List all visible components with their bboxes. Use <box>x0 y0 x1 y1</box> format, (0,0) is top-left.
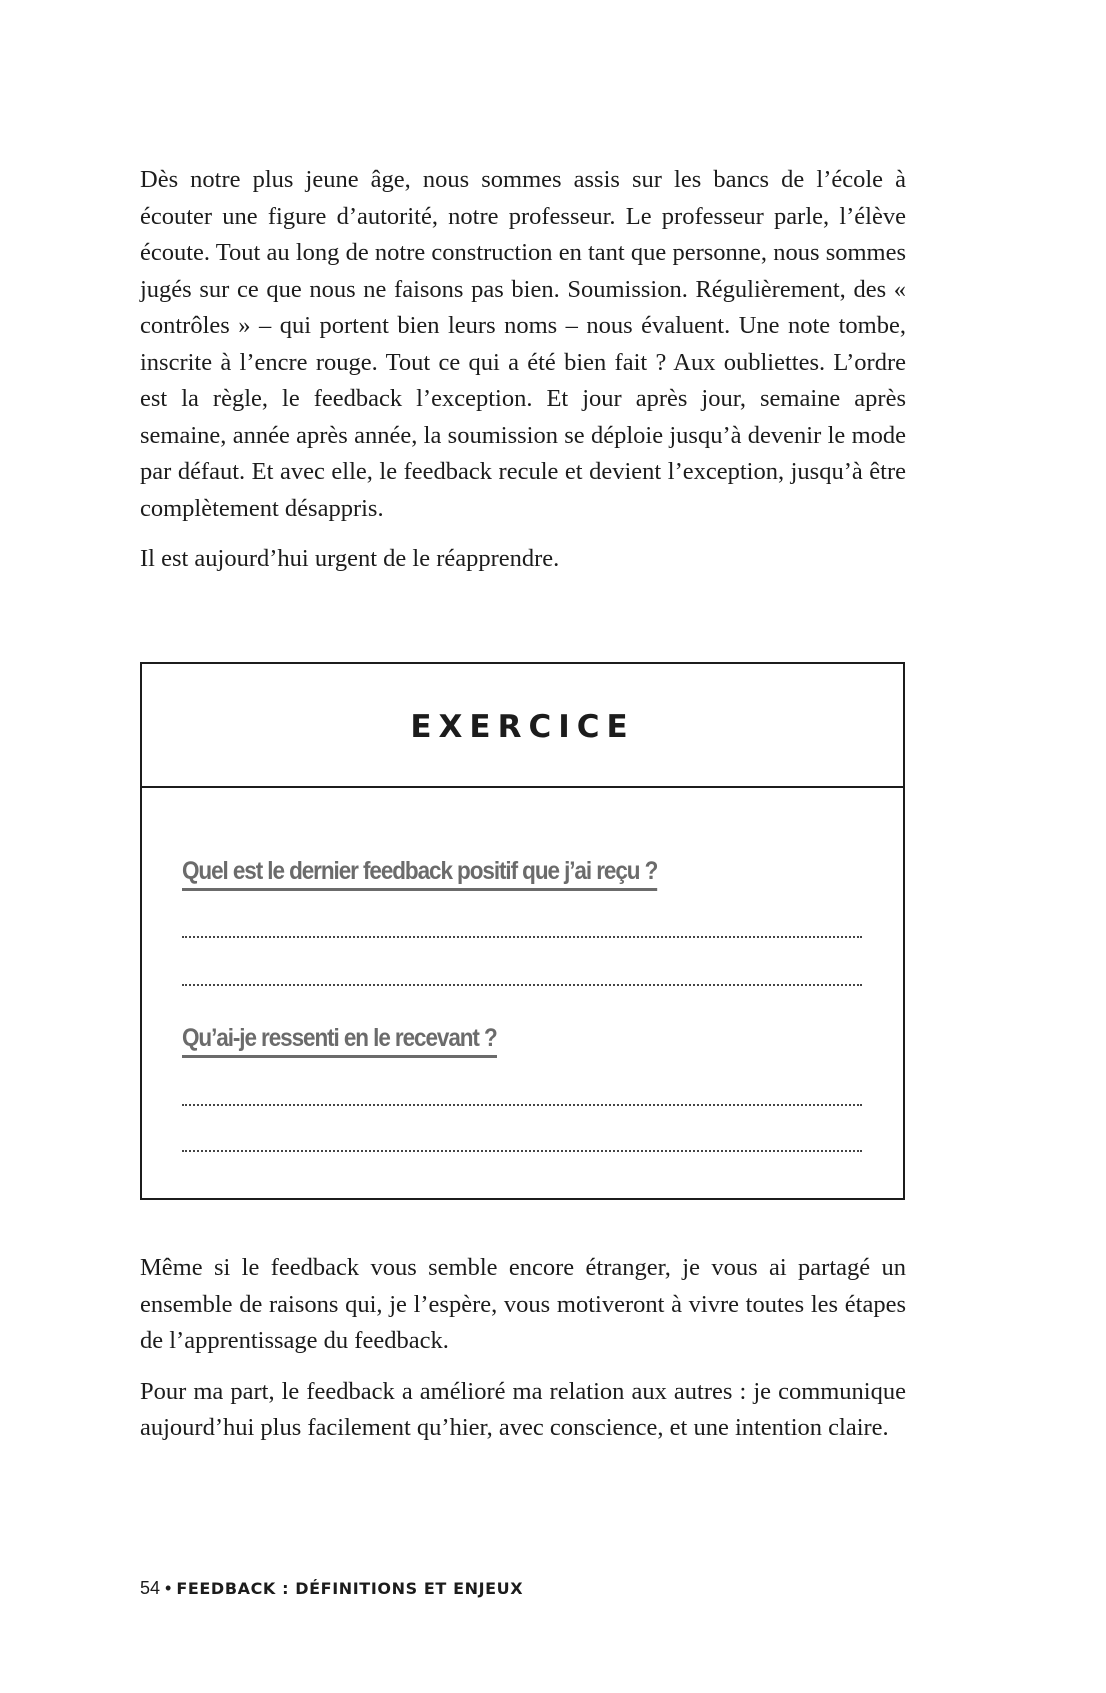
answer-line-2[interactable] <box>182 984 862 986</box>
page-footer <box>140 1578 523 1599</box>
outro-paragraph-1: Même si le feedback vous semble encore étranger, je vous ai partagé un ensemble de raisons qui, je l’espère, vous motiveront à vivre toutes les étapes de l’apprentissage du feedback. <box>140 1254 906 1354</box>
exercise-question-2: Qu’ai-je ressenti en le recevant ? <box>182 1024 497 1058</box>
outro-text <box>140 1250 906 1461</box>
answer-line-4[interactable] <box>182 1150 862 1152</box>
intro-paragraph-1: Dès notre plus jeune âge, nous sommes assis sur les bancs de l’école à écouter une figure d’autorité, notre professeur. Le professeur parle, l’élève écoute. Tout au long de notre construction en tant que personne, nous sommes jugés sur ce que nous ne faisons pas bien. Soumission. Régulièrement, des « contrôles » – qui portent bien leurs noms – nous évaluent. Une note tombe, inscrite à l’encre rouge. Tout ce qui a été bien fait ? Aux oubliettes. L’ordre est la règle, le feedback l’exception. Et jour après jour, semaine après semaine, année après année, la soumission se déploie jusqu’à devenir le mode par défaut. Et avec elle, le feedback recule et devient l’exception, jusqu’à être complètement désappris. <box>140 166 906 522</box>
exercise-question-1: Quel est le dernier feedback positif que j’ai reçu ? <box>182 857 657 891</box>
outro-paragraph-2: Pour ma part, le feedback a amélioré ma relation aux autres : je communique aujourd’hui plus facilement qu’hier, avec conscience, et une intention claire. <box>140 1377 906 1441</box>
intro-paragraph-2: Il est aujourd’hui urgent de le réapprendre. <box>140 545 560 572</box>
exercise-box <box>140 662 905 1200</box>
answer-line-1[interactable] <box>182 936 862 938</box>
footer-bullet: • <box>165 1578 172 1598</box>
answer-line-3[interactable] <box>182 1104 862 1106</box>
exercise-header <box>142 664 903 788</box>
page-number: 54 <box>140 1578 161 1598</box>
intro-text <box>140 162 906 592</box>
exercise-title: EXERCICE <box>410 709 635 745</box>
footer-section-title: FEEDBACK : DÉFINITIONS ET ENJEUX <box>176 1579 524 1598</box>
